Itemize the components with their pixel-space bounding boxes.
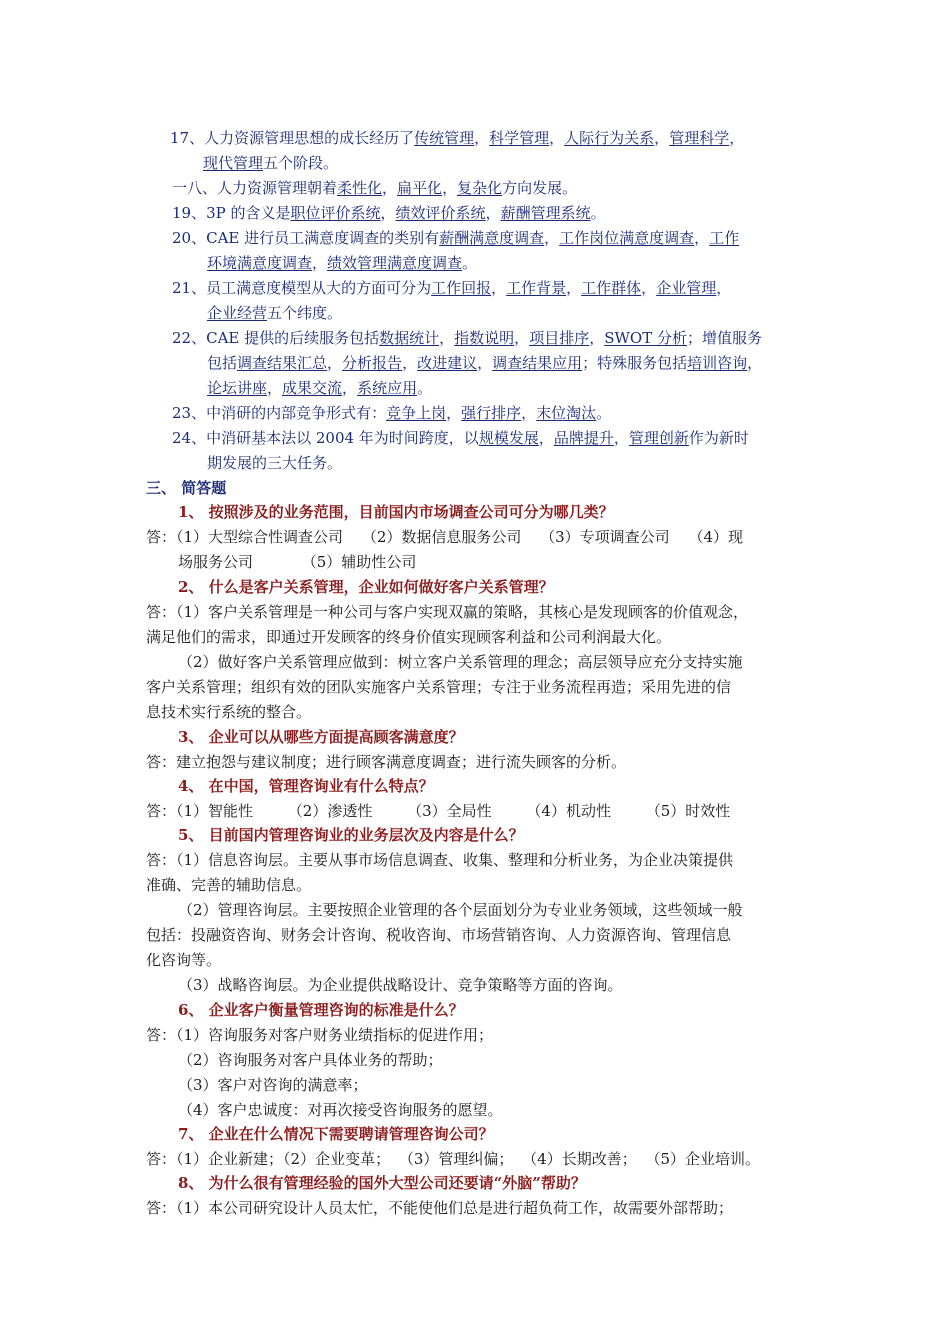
answer-blank: 分析报告 [342, 354, 403, 372]
answer-blank: 系统应用 [357, 379, 418, 397]
answer-blank: 工作 [709, 229, 740, 247]
answer-blank: 规模发展 [478, 429, 539, 447]
answer-blank: 人际行为关系 [564, 129, 655, 147]
fill-line-21: 21、员工满意度模型从大的方面可分为工作回报，工作背景，工作群体，企业管理， [172, 279, 732, 297]
answer-blank: 薪酬管理系统 [500, 204, 591, 222]
answer-blank: 薪酬满意度调查 [439, 229, 545, 247]
section-title: 三、 简答题 [146, 479, 227, 497]
answer-line: （2）管理咨询层。主要按照企业管理的各个层面划分为专业业务领域，这些领域一般 [178, 901, 743, 919]
answer-blank: 管理创新 [628, 429, 689, 447]
answer-line: 答：建立抱怨与建议制度；进行顾客满意度调查；进行流失顾客的分析。 [146, 753, 627, 771]
question-8: 8、 为什么很有管理经验的国外大型公司还要请“外脑”帮助？ [178, 1174, 586, 1192]
answer-blank: 环境满意度调查 [207, 254, 313, 272]
answer-line: 答：（1）企业新建；（2）企业变革； （3）管理纠偏； （4）长期改善； （5）企业培训。 [146, 1150, 761, 1168]
answer-line: （4）客户忠诚度：对再次接受咨询服务的愿望。 [178, 1101, 503, 1119]
fill-line-20: 20、CAE 进行员工满意度调查的类别有薪酬满意度调查，工作岗位满意度调查，工作 [172, 229, 740, 247]
answer-blank: SWOT 分析 [604, 329, 687, 347]
fill-line-19: 19、3P 的含义是职位评价系统，绩效评价系统，薪酬管理系统。 [172, 204, 606, 222]
answer-line: 答：（1）本公司研究设计人员太忙，不能使他们总是进行超负荷工作，故需要外部帮助； [146, 1199, 734, 1217]
answer-blank: 改进建议 [417, 354, 478, 372]
answer-line: （2）做好客户关系管理应做到：树立客户关系管理的理念；高层领导应充分支持实施 [178, 653, 743, 671]
fill-line-18: 一八、人力资源管理朝着柔性化，扁平化，复杂化方向发展。 [172, 179, 578, 197]
fill-line-17: 17、人力资源管理思想的成长经历了传统管理，科学管理，人际行为关系，管理科学， [170, 129, 745, 147]
answer-blank: 柔性化 [337, 179, 383, 197]
answer-line: （2）咨询服务对客户具体业务的帮助； [178, 1051, 443, 1069]
answer-line: 满足他们的需求，即通过开发顾客的终身价值实现顾客利益和公司利润最大化。 [146, 628, 672, 646]
question-5: 5、 目前国内管理咨询业的业务层次及内容是什么？ [178, 826, 524, 844]
fill-line-24: 24、中消研基本法以 2004 年为时间跨度，以规模发展，品牌提升，管理创新作为新时 [172, 429, 749, 447]
answer-line: 准确、完善的辅助信息。 [146, 876, 312, 894]
answer-blank: 数据统计 [379, 329, 440, 347]
fill-line-22-cont2: 论坛讲座，成果交流，系统应用。 [207, 379, 433, 397]
answer-line: 答：（1）大型综合性调查公司 （2）数据信息服务公司 （3）专项调查公司 （4）现 [146, 528, 743, 546]
answer-blank: 强行排序 [461, 404, 522, 422]
fill-line-22-cont: 包括调查结果汇总，分析报告，改进建议，调查结果应用；特殊服务包括培训咨询， [207, 354, 763, 372]
question-6: 6、 企业客户衡量管理咨询的标准是什么？ [178, 1001, 464, 1019]
answer-blank: 竞争上岗 [386, 404, 447, 422]
answer-blank: 末位淘汰 [536, 404, 597, 422]
question-4: 4、 在中国，管理咨询业有什么特点？ [178, 777, 434, 795]
answer-blank: 企业经营 [207, 304, 268, 322]
answer-blank: 管理科学 [669, 129, 730, 147]
question-1: 1、 按照涉及的业务范围，目前国内市场调查公司可分为哪几类？ [178, 503, 614, 521]
answer-line: 客户关系管理；组织有效的团队实施客户关系管理；专注于业务流程再造；采用先进的信 [146, 678, 732, 696]
question-7: 7、 企业在什么情况下需要聘请管理咨询公司？ [178, 1125, 494, 1143]
fill-line-17-cont: 现代管理五个阶段。 [203, 154, 339, 172]
answer-blank: 论坛讲座 [207, 379, 268, 397]
answer-blank: 品牌提升 [553, 429, 614, 447]
answer-blank: 复杂化 [457, 179, 503, 197]
answer-blank: 职位评价系统 [290, 204, 381, 222]
answer-blank: 工作回报 [431, 279, 492, 297]
answer-blank: 指数说明 [454, 329, 515, 347]
answer-blank: 科学管理 [489, 129, 550, 147]
answer-line: （3）客户对咨询的满意率； [178, 1076, 368, 1094]
answer-line: （3）战略咨询层。为企业提供战略设计、竞争策略等方面的咨询。 [178, 976, 623, 994]
answer-line: 息技术实行系统的整合。 [146, 703, 312, 721]
fill-line-22: 22、CAE 提供的后续服务包括数据统计，指数说明，项目排序，SWOT 分析；增值服务 [172, 329, 762, 347]
fill-line-24-cont: 期发展的三大任务。 [207, 454, 343, 472]
answer-blank: 调查结果应用 [492, 354, 583, 372]
fill-line-23: 23、中消研的内部竞争形式有：竞争上岗，强行排序，末位淘汰。 [172, 404, 612, 422]
answer-line: 包括：投融资咨询、财务会计咨询、税收咨询、市场营销咨询、人力资源咨询、管理信息 [146, 926, 732, 944]
answer-blank: 工作背景 [506, 279, 567, 297]
answer-blank: 现代管理 [203, 154, 264, 172]
answer-blank: 企业管理 [656, 279, 717, 297]
answer-line: 化咨询等。 [146, 951, 222, 969]
answer-blank: 绩效评价系统 [395, 204, 486, 222]
answer-blank: 扁平化 [397, 179, 443, 197]
answer-line: 答：（1）信息咨询层。主要从事市场信息调查、收集、整理和分析业务，为企业决策提供 [146, 851, 734, 869]
answer-blank: 成果交流 [282, 379, 343, 397]
answer-line: 答：（1）咨询服务对客户财务业绩指标的促进作用； [146, 1026, 494, 1044]
answer-blank: 传统管理 [414, 129, 475, 147]
answer-blank: 调查结果汇总 [237, 354, 328, 372]
answer-blank: 项目排序 [529, 329, 590, 347]
answer-blank: 工作群体 [581, 279, 642, 297]
answer-line: 答：（1）智能性 （2）渗透性 （3）全局性 （4）机动性 （5）时效性 [146, 802, 731, 820]
answer-blank: 绩效管理满意度调查 [327, 254, 463, 272]
question-2: 2、 什么是客户关系管理，企业如何做好客户关系管理？ [178, 578, 554, 596]
fill-line-21-cont: 企业经营五个纬度。 [207, 304, 343, 322]
answer-blank: 培训咨询 [687, 354, 748, 372]
answer-line: 答：（1）客户关系管理是一种公司与客户实现双赢的策略，其核心是发现顾客的价值观念， [146, 603, 749, 621]
fill-line-20-cont: 环境满意度调查，绩效管理满意度调查。 [207, 254, 478, 272]
answer-line: 场服务公司 （5）辅助性公司 [178, 553, 417, 571]
answer-blank: 工作岗位满意度调查 [559, 229, 695, 247]
question-3: 3、 企业可以从哪些方面提高顾客满意度？ [178, 728, 464, 746]
